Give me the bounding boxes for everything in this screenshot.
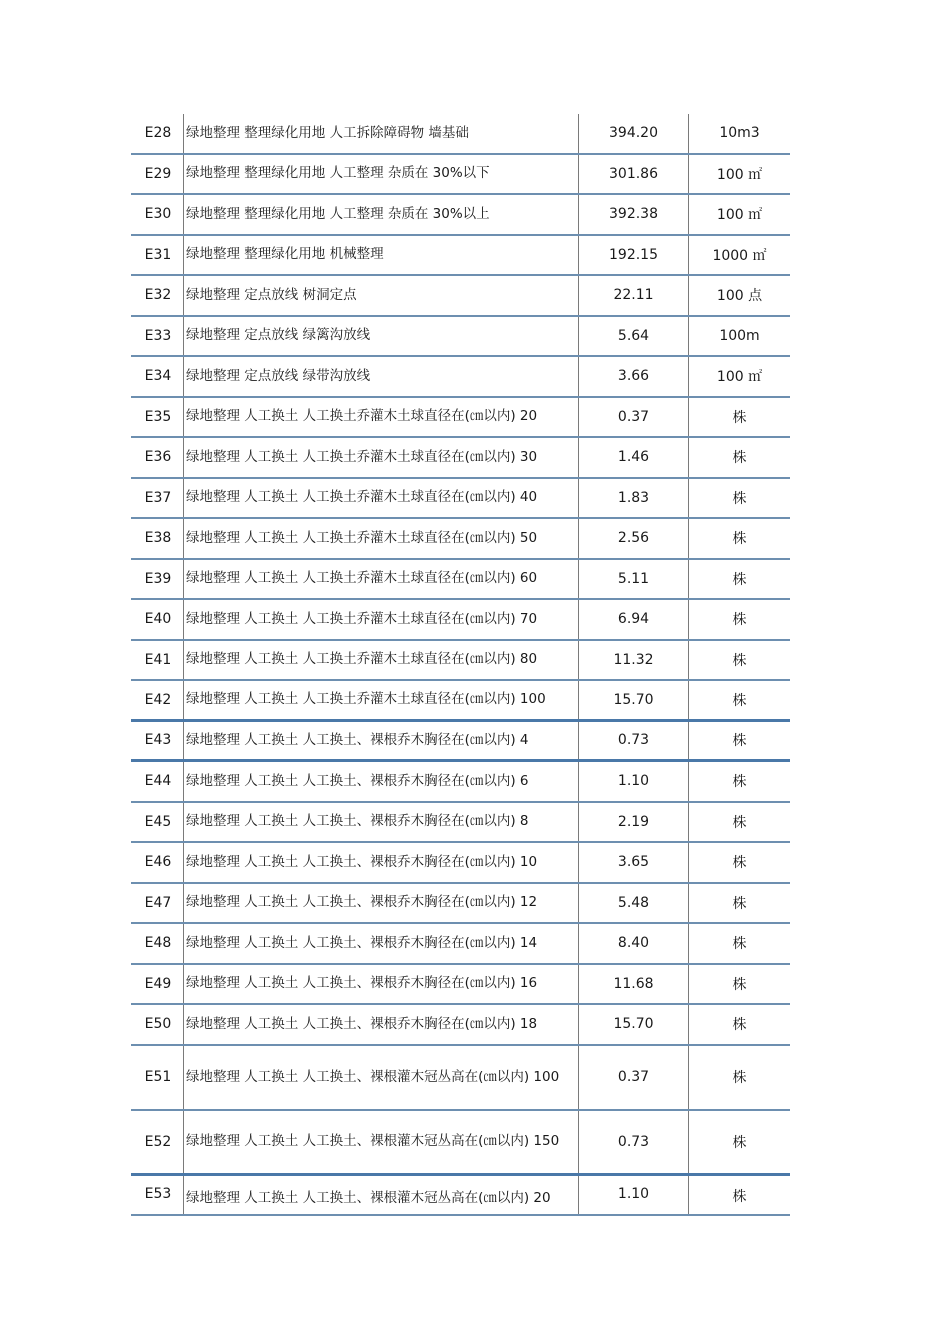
item-name: 绿地整理 人工换土 人工换土、裸根乔木胸径在(㎝以内) 14 (183, 924, 579, 963)
item-price: 0.37 (579, 1046, 689, 1109)
item-price: 15.70 (579, 681, 689, 719)
item-code: E33 (144, 327, 172, 344)
item-unit: 株 (732, 814, 747, 831)
item-unit: 株 (732, 774, 747, 791)
item-price: 192.15 (579, 236, 689, 275)
item-unit: 株 (732, 1070, 747, 1086)
item-price: 0.73 (579, 722, 689, 760)
item-code: E49 (144, 975, 172, 992)
item-name: 绿地整理 人工换土 人工换土、裸根乔木胸径在(㎝以内) 6 (183, 762, 579, 801)
table-row (131, 398, 790, 439)
table-row (131, 195, 790, 236)
item-unit: 株 (732, 571, 747, 588)
item-code: E32 (144, 287, 172, 304)
item-name: 绿地整理 人工换土 人工换土乔灌木土球直径在(㎝以内) 80 (183, 641, 579, 680)
item-name: 绿地整理 定点放线 绿篱沟放线 (183, 317, 579, 356)
item-price: 1.10 (579, 762, 689, 801)
item-unit: 株 (732, 652, 747, 669)
item-code: E39 (144, 570, 172, 587)
item-code: E50 (144, 1016, 172, 1033)
table-row (131, 1005, 790, 1046)
item-name: 绿地整理 人工换土 人工换土乔灌木土球直径在(㎝以内) 50 (183, 519, 579, 558)
item-code: E40 (144, 611, 172, 628)
item-name: 绿地整理 整理绿化用地 机械整理 (183, 236, 579, 275)
item-unit: 100 点 (716, 288, 763, 305)
item-price: 5.64 (579, 317, 689, 356)
item-name: 绿地整理 人工换土 人工换土、裸根灌木冠丛高在(㎝以内) 20 (183, 1176, 579, 1215)
item-code: E52 (144, 1133, 172, 1150)
item-unit: 100 ㎡ (716, 166, 763, 183)
table-row (131, 803, 790, 844)
item-price: 0.73 (579, 1111, 689, 1173)
item-code: E43 (144, 732, 172, 749)
item-unit: 株 (732, 733, 747, 750)
table-row (131, 479, 790, 520)
table-row (131, 276, 790, 317)
table-row (131, 155, 790, 196)
item-price: 8.40 (579, 924, 689, 963)
item-price: 11.32 (579, 641, 689, 680)
table-row (131, 519, 790, 560)
table-row (131, 641, 790, 682)
table-row (131, 438, 790, 479)
item-name: 绿地整理 人工换土 人工换土乔灌木土球直径在(㎝以内) 60 (183, 560, 579, 599)
item-code: E45 (144, 813, 172, 830)
item-name: 绿地整理 整理绿化用地 人工拆除障碍物 墙基础 (183, 114, 579, 153)
item-unit: 1000 ㎡ (712, 247, 767, 264)
item-price: 2.56 (579, 519, 689, 558)
item-name: 绿地整理 人工换土 人工换土、裸根乔木胸径在(㎝以内) 12 (183, 884, 579, 923)
item-name: 绿地整理 人工换土 人工换土、裸根灌木冠丛高在(㎝以内) 150 (183, 1111, 579, 1173)
item-name: 绿地整理 定点放线 绿带沟放线 (183, 357, 579, 396)
item-code: E44 (144, 773, 172, 790)
item-name: 绿地整理 定点放线 树洞定点 (183, 276, 579, 315)
item-price: 6.94 (579, 600, 689, 639)
item-name: 绿地整理 人工换土 人工换土、裸根乔木胸径在(㎝以内) 8 (183, 803, 579, 842)
item-code: E28 (144, 125, 172, 142)
table-row (131, 1111, 790, 1176)
item-code: E51 (144, 1069, 172, 1085)
item-price: 11.68 (579, 965, 689, 1004)
item-code: E38 (144, 530, 172, 547)
table-row (131, 924, 790, 965)
table-row (131, 681, 790, 722)
item-price: 394.20 (579, 114, 689, 153)
item-unit: 株 (732, 692, 747, 709)
item-price: 1.10 (579, 1176, 689, 1215)
item-price: 1.46 (579, 438, 689, 477)
table-row (131, 762, 790, 803)
item-unit: 10m3 (719, 125, 760, 142)
item-unit: 100m (719, 327, 760, 344)
item-unit: 株 (732, 612, 747, 629)
item-unit: 株 (732, 531, 747, 548)
item-name: 绿地整理 人工换土 人工换土乔灌木土球直径在(㎝以内) 40 (183, 479, 579, 518)
table-row (131, 1046, 790, 1111)
item-unit: 株 (732, 936, 747, 953)
item-name: 绿地整理 人工换土 人工换土乔灌木土球直径在(㎝以内) 70 (183, 600, 579, 639)
table-row (131, 965, 790, 1006)
item-unit: 株 (732, 450, 747, 467)
item-code: E48 (144, 935, 172, 952)
table-row (131, 843, 790, 884)
item-unit: 株 (732, 895, 747, 912)
item-unit: 株 (732, 1188, 747, 1205)
table-row (131, 884, 790, 925)
item-unit: 株 (732, 1134, 747, 1151)
item-code: E31 (144, 246, 172, 263)
item-code: E34 (144, 368, 172, 385)
item-price: 392.38 (579, 195, 689, 234)
item-code: E47 (144, 894, 172, 911)
item-code: E53 (144, 1185, 172, 1202)
item-name: 绿地整理 人工换土 人工换土乔灌木土球直径在(㎝以内) 30 (183, 438, 579, 477)
item-name: 绿地整理 人工换土 人工换土、裸根乔木胸径在(㎝以内) 4 (183, 722, 579, 760)
item-unit: 株 (732, 409, 747, 426)
item-price: 2.19 (579, 803, 689, 842)
item-name: 绿地整理 人工换土 人工换土乔灌木土球直径在(㎝以内) 20 (183, 398, 579, 437)
item-price: 3.65 (579, 843, 689, 882)
item-code: E46 (144, 854, 172, 871)
item-unit: 100 ㎡ (716, 369, 763, 386)
item-name: 绿地整理 整理绿化用地 人工整理 杂质在 30%以下 (183, 155, 579, 194)
item-unit: 100 ㎡ (716, 207, 763, 224)
item-name: 绿地整理 人工换土 人工换土、裸根乔木胸径在(㎝以内) 18 (183, 1005, 579, 1044)
item-code: E36 (144, 449, 172, 466)
item-name: 绿地整理 人工换土 人工换土、裸根乔木胸径在(㎝以内) 16 (183, 965, 579, 1004)
item-price: 15.70 (579, 1005, 689, 1044)
item-price: 3.66 (579, 357, 689, 396)
item-price: 1.83 (579, 479, 689, 518)
item-name: 绿地整理 人工换土 人工换土、裸根灌木冠丛高在(㎝以内) 100 (183, 1046, 579, 1109)
table-row (131, 114, 790, 155)
item-name: 绿地整理 整理绿化用地 人工整理 杂质在 30%以上 (183, 195, 579, 234)
item-code: E37 (144, 489, 172, 506)
item-code: E42 (144, 691, 172, 708)
item-price: 301.86 (579, 155, 689, 194)
table-row (131, 560, 790, 601)
table-row (131, 317, 790, 358)
table-row (131, 357, 790, 398)
table-row (131, 722, 790, 763)
item-code: E30 (144, 206, 172, 223)
item-unit: 株 (732, 855, 747, 872)
item-code: E35 (144, 408, 172, 425)
item-price: 5.11 (579, 560, 689, 599)
item-price: 0.37 (579, 398, 689, 437)
price-table (131, 114, 790, 1216)
table-row (131, 600, 790, 641)
item-code: E29 (144, 165, 172, 182)
table-row (131, 236, 790, 277)
item-unit: 株 (732, 976, 747, 993)
item-price: 22.11 (579, 276, 689, 315)
item-unit: 株 (732, 1017, 747, 1034)
table-row (131, 1176, 790, 1217)
item-name: 绿地整理 人工换土 人工换土、裸根乔木胸径在(㎝以内) 10 (183, 843, 579, 882)
item-price: 5.48 (579, 884, 689, 923)
item-unit: 株 (732, 490, 747, 507)
item-code: E41 (144, 651, 172, 668)
item-name: 绿地整理 人工换土 人工换土乔灌木土球直径在(㎝以内) 100 (183, 681, 579, 719)
